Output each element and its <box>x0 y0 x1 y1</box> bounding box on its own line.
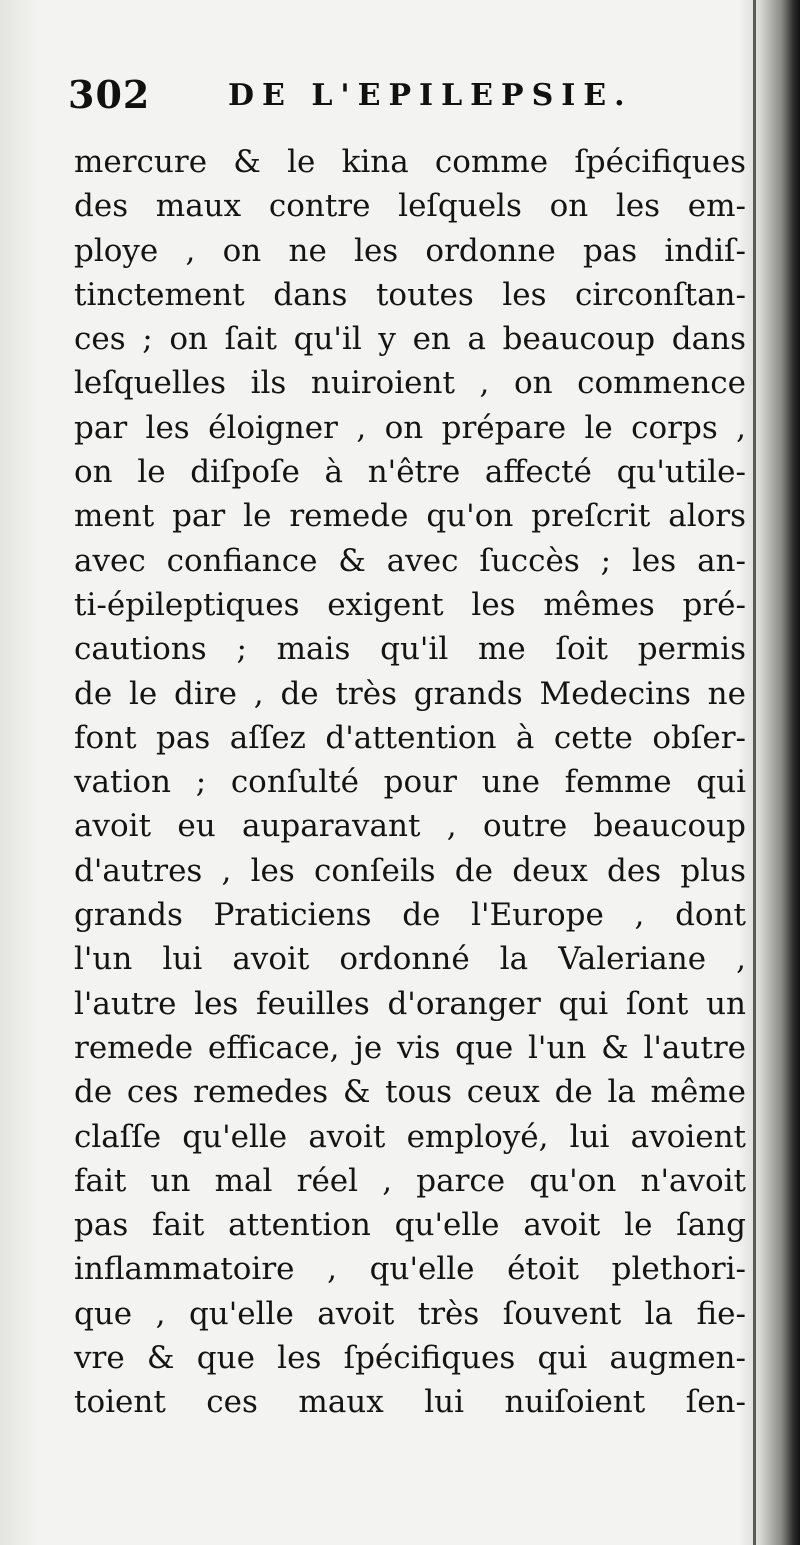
text-line: vre & que les ſpécifiques qui augmen- <box>74 1340 746 1377</box>
text-line: l'un lui avoit ordonné la Valeriane , <box>74 941 746 978</box>
text-line: de ces remedes & tous ceux de la même <box>74 1074 746 1111</box>
text-line: de le dire , de très grands Medecins ne <box>74 675 746 712</box>
text-line: avoit eu auparavant , outre beaucoup <box>74 808 746 845</box>
text-line: par les éloigner , on prépare le corps , <box>74 409 746 446</box>
text-line: claſſe qu'elle avoit employé, lui avoient <box>74 1118 746 1155</box>
page-gutter-shadow <box>0 0 40 1545</box>
text-line: ces ; on ſait qu'il y en a beaucoup dans <box>74 321 746 358</box>
text-line: on le diſpoſe à n'être affecté qu'utile- <box>74 454 746 491</box>
page-number: 302 <box>68 72 151 117</box>
text-line: inflammatoire , qu'elle étoit plethori- <box>74 1251 746 1288</box>
text-line: ment par le remede qu'on preſcrit alors <box>74 498 746 535</box>
body-text <box>74 140 746 1425</box>
text-line: pas fait attention qu'elle avoit le ſang <box>74 1207 746 1244</box>
text-line: des maux contre leſquels on les em- <box>74 188 746 225</box>
text-line: d'autres , les conſeils de deux des plus <box>74 852 746 889</box>
text-line: vation ; conſulté pour une femme qui <box>74 764 746 801</box>
text-line: ploye , on ne les ordonne pas indiſ- <box>74 232 746 269</box>
running-title: DE L'EPILEPSIE. <box>228 78 633 113</box>
text-line: l'autre les feuilles d'oranger qui ſont un <box>74 985 746 1022</box>
text-line: cautions ; mais qu'il me ſoit permis <box>74 631 746 668</box>
text-line: mercure & le kina comme ſpécifiques <box>74 144 746 180</box>
text-line: tinctement dans toutes les circonſtan- <box>74 276 746 313</box>
text-line: ti-épileptiques exigent les mêmes pré- <box>74 586 746 623</box>
page-header <box>68 72 668 122</box>
binding-edge <box>738 0 800 1545</box>
text-line: avec confiance & avec ſuccès ; les an- <box>74 542 746 579</box>
text-line: fait un mal réel , parce qu'on n'avoit <box>74 1162 746 1199</box>
text-line: grands Praticiens de l'Europe , dont <box>74 897 746 934</box>
binding-line <box>753 0 756 1545</box>
text-line: font pas aſſez d'attention à cette obſer- <box>74 719 746 756</box>
text-line: que , qu'elle avoit très ſouvent la fie- <box>74 1295 746 1332</box>
text-line: remede efficace, je vis que l'un & l'autre <box>74 1029 746 1066</box>
text-line: leſquelles ils nuiroient , on commence <box>74 365 746 402</box>
text-line: toient ces maux lui nuiſoient ſen- <box>74 1384 746 1421</box>
